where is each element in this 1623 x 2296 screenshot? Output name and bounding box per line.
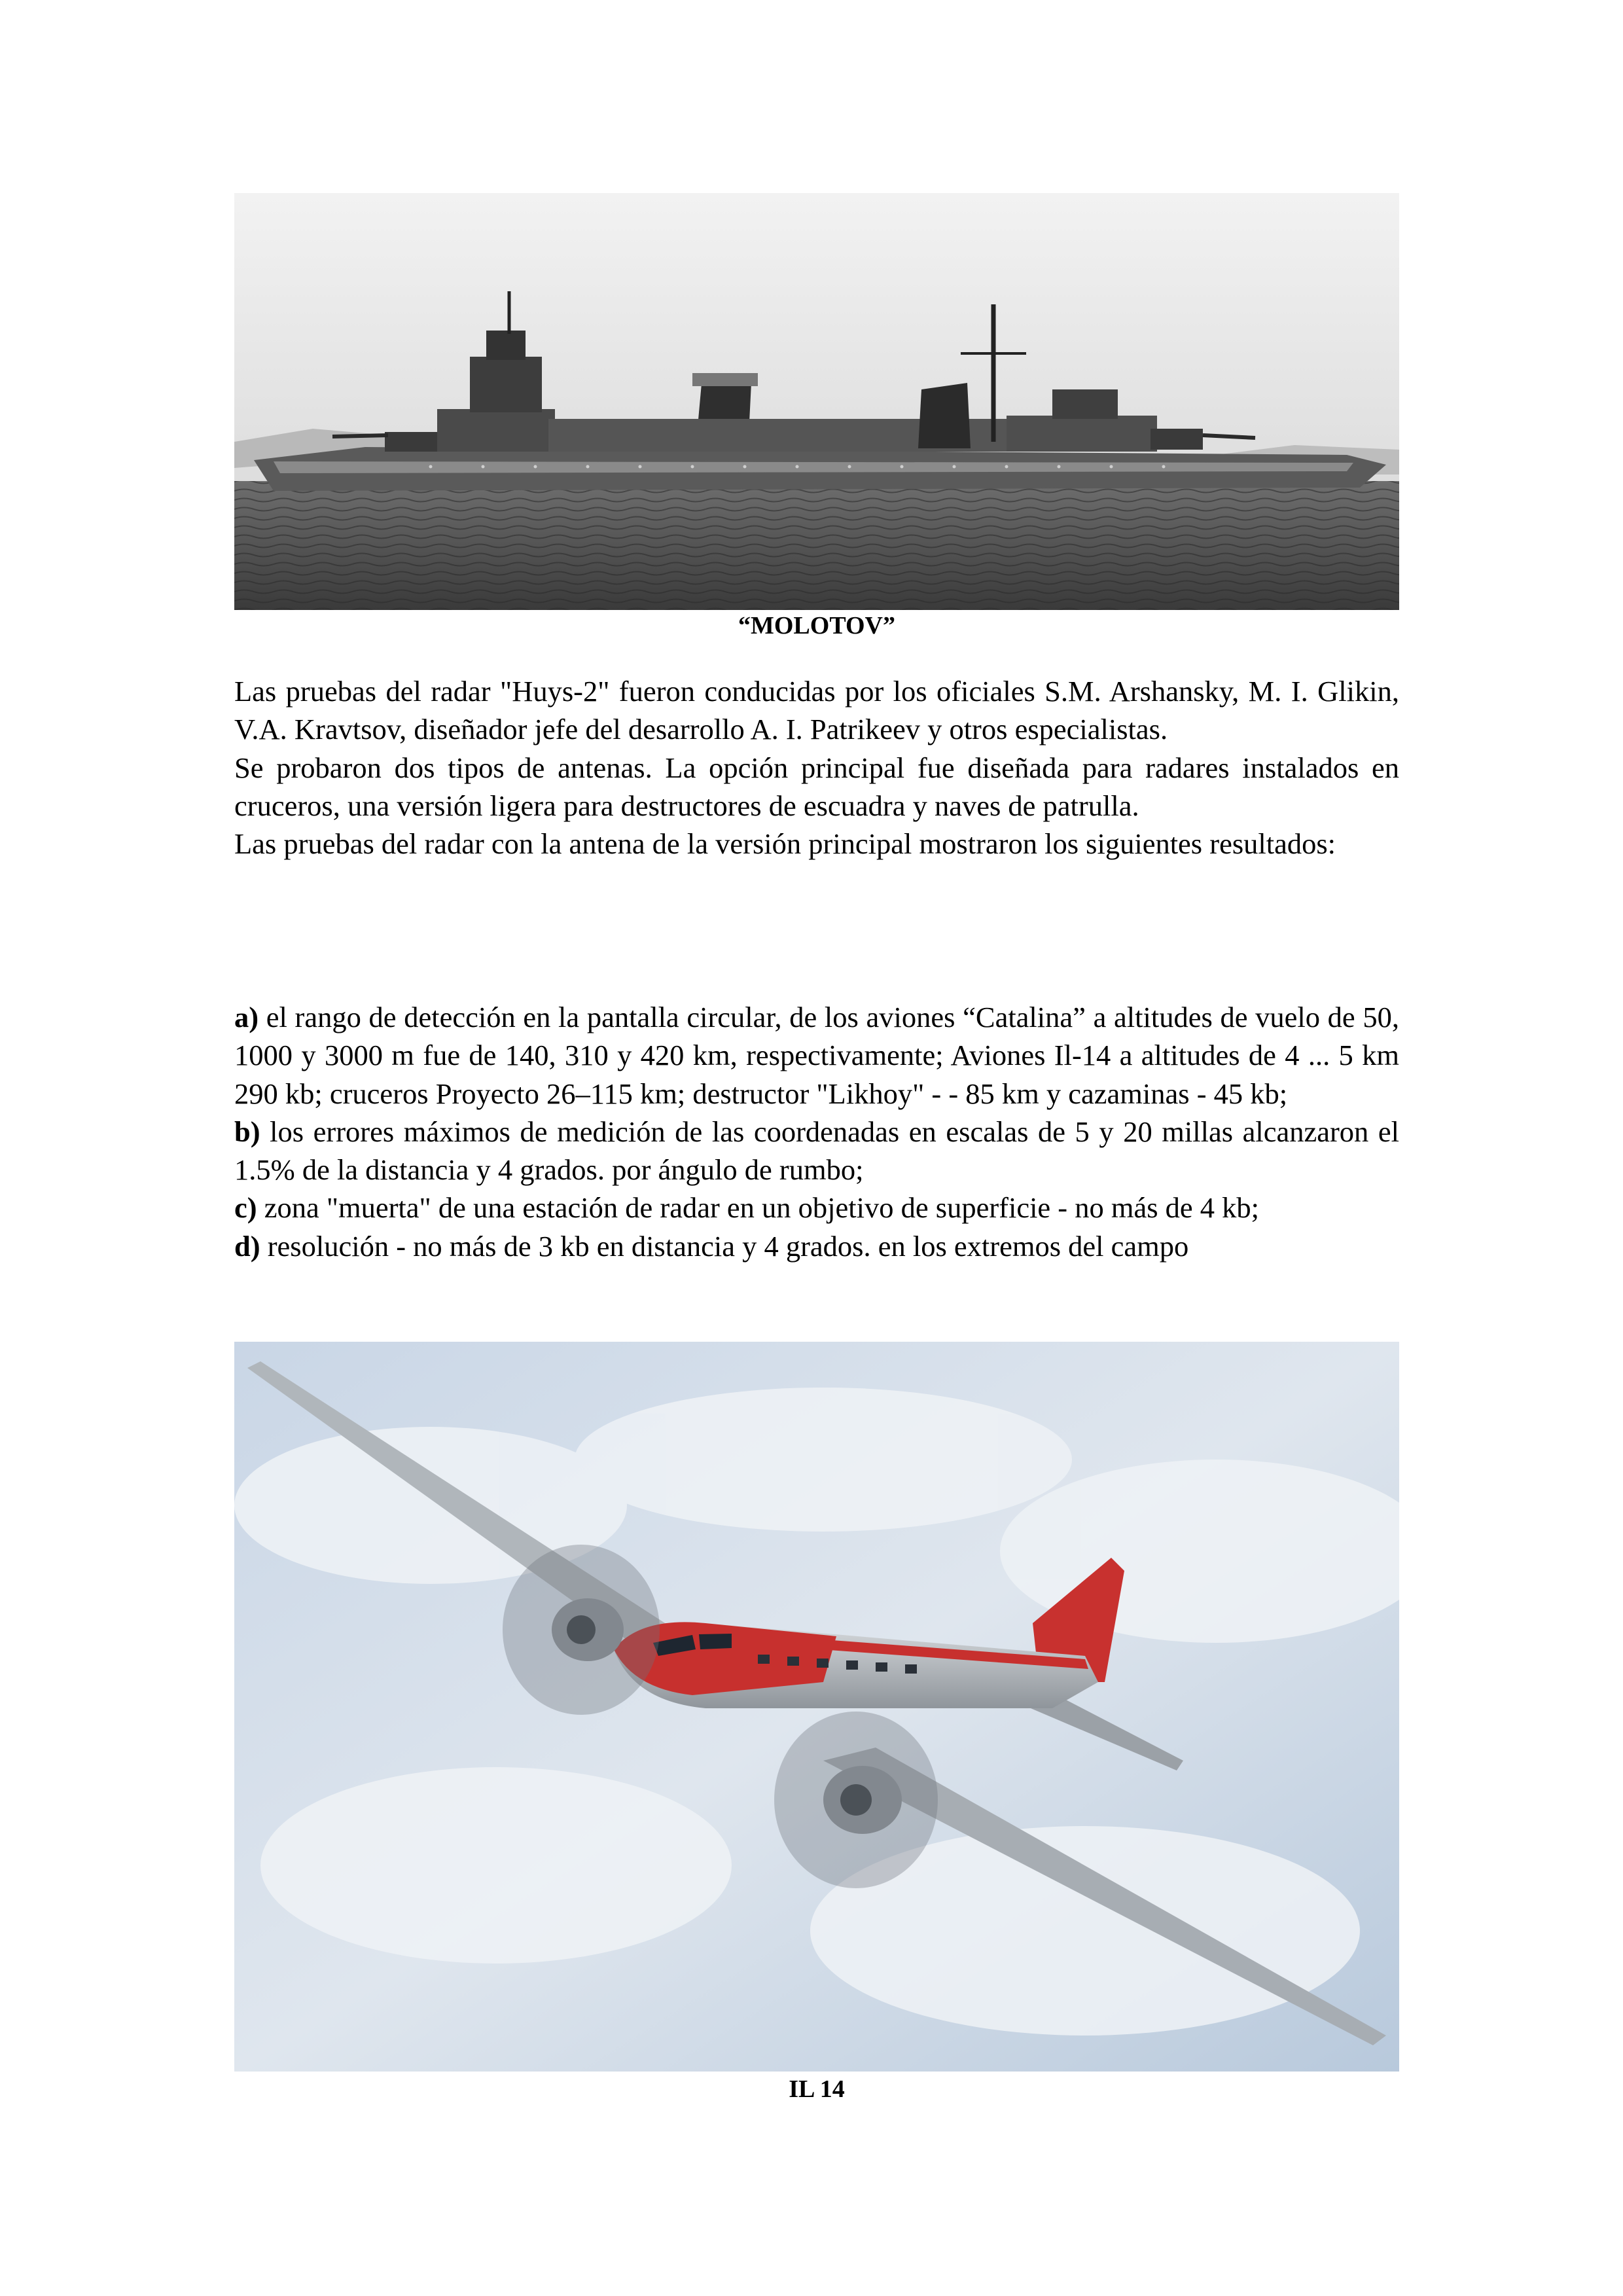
intro-paragraph-3: Las pruebas del radar con la antena de la versión principal mostraron los siguientes resultados: xyxy=(234,827,1336,861)
result-label: c) xyxy=(234,1191,257,1225)
result-text: zona "muerta" de una estación de radar en un objetivo de superficie - no más de 4 kb; xyxy=(257,1191,1260,1225)
intro-paragraph-1: Las pruebas del radar "Huys-2" fueron conducidas por los oficiales S.M. Arshansky, M. I. Glikin, V.A. Kravtsov, diseñador jefe del desarrollo A. I. Patrikeev y otros especialistas. xyxy=(234,675,1399,746)
result-item xyxy=(234,998,1399,1113)
result-text: el rango de detección en la pantalla circular, de los aviones “Catalina” a altitudes de vuelo de 50, 1000 y 3000 m fue de 140, 310 y 420 km, respectivamente; Aviones Il-14 a altitudes de 4 ... 5 km 290 kb; cruceros Proyecto 26–115 km; destructor "Likhoy" - - 85 km y cazaminas - 45 kb; xyxy=(234,1001,1399,1110)
result-text: los errores máximos de medición de las coordenadas en escalas de 5 y 20 millas alcanzaron el 1.5% de la distancia y 4 grados. por ángulo de rumbo; xyxy=(234,1115,1399,1187)
result-text: resolución - no más de 3 kb en distancia y 4 grados. en los extremos del campo xyxy=(260,1229,1189,1263)
result-label: b) xyxy=(234,1115,260,1148)
result-label: d) xyxy=(234,1229,260,1263)
result-item xyxy=(234,1189,1399,1227)
ship-caption: “MOLOTOV” xyxy=(738,612,895,639)
intro-paragraph-2: Se probaron dos tipos de antenas. La opción principal fue diseñada para radares instalados en cruceros, una versión ligera para destructores de escuadra y naves de patrulla. xyxy=(234,751,1399,822)
result-item xyxy=(234,1113,1399,1189)
results-list xyxy=(234,998,1399,1265)
ship-photo xyxy=(234,193,1399,610)
intro-text xyxy=(234,672,1399,863)
aircraft-photo xyxy=(234,1342,1399,2072)
aircraft-illustration xyxy=(234,1342,1399,2072)
cruiser-illustration xyxy=(234,193,1399,610)
result-label: a) xyxy=(234,1001,259,1033)
result-item xyxy=(234,1227,1399,1265)
aircraft-caption: IL 14 xyxy=(789,2075,845,2103)
